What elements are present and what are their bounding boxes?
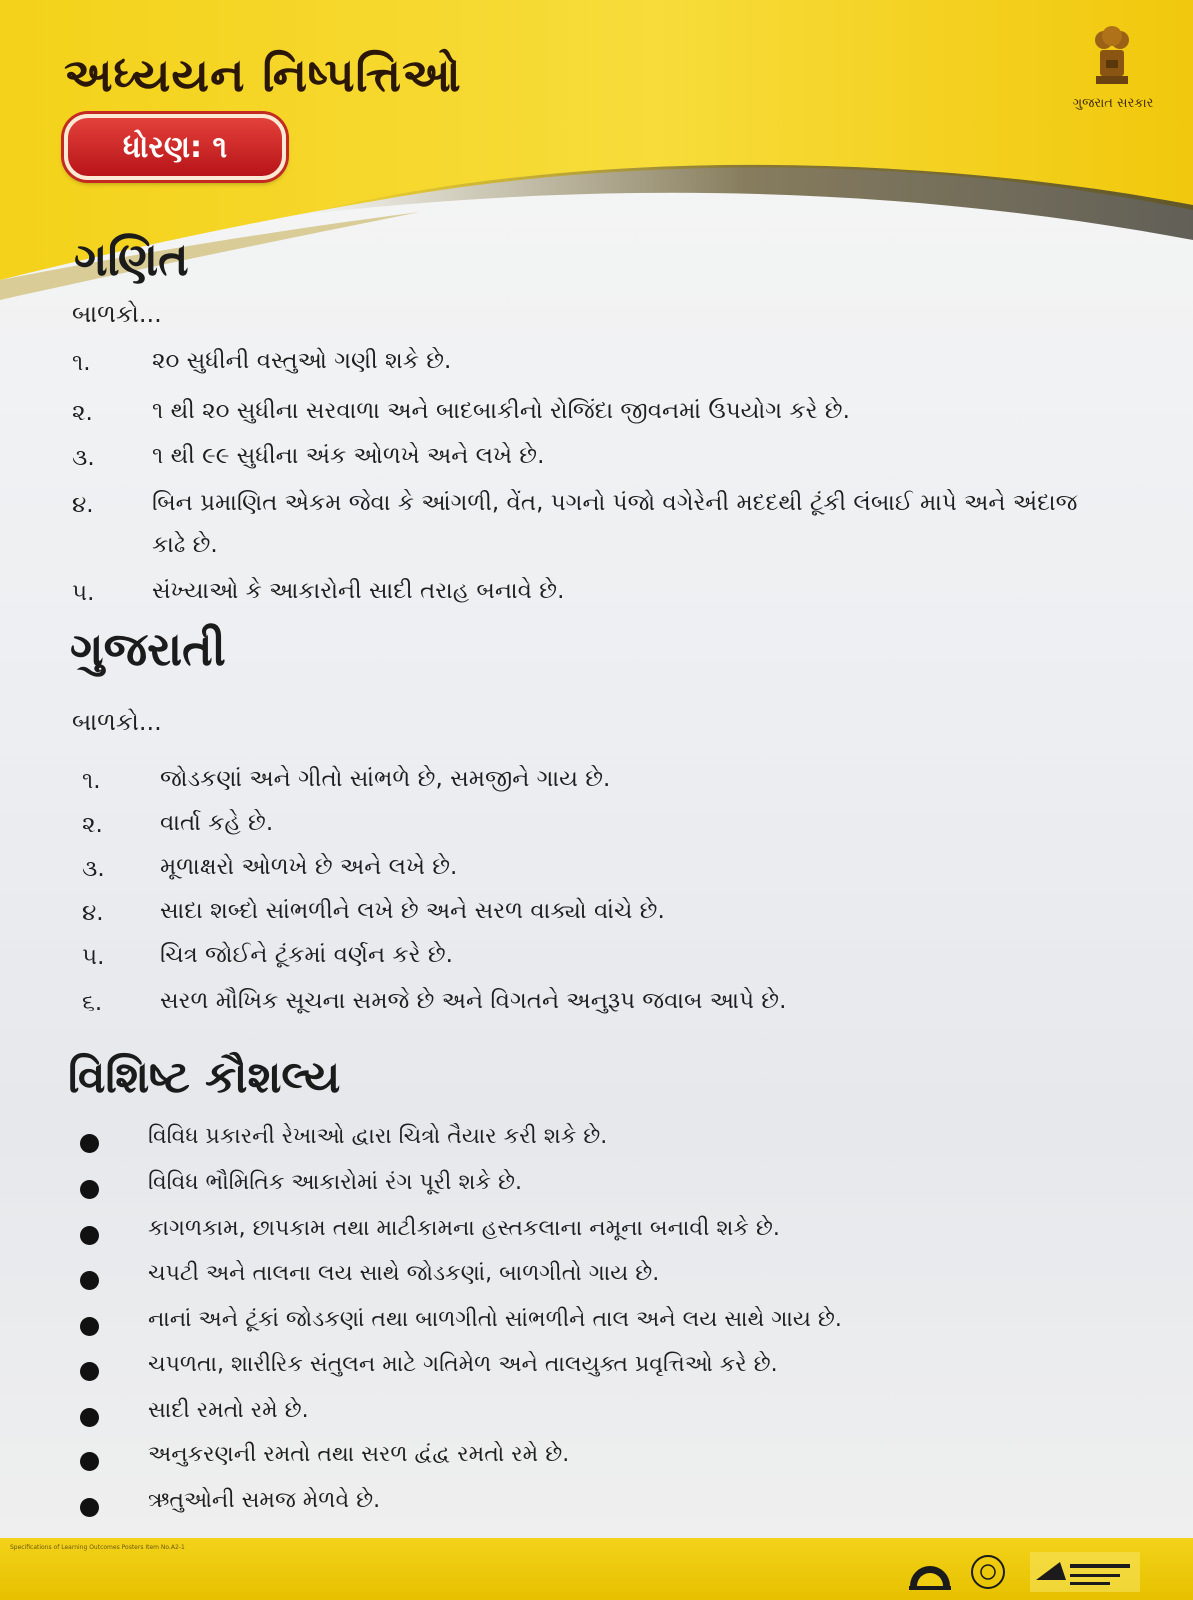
math-item-number: ૧.	[72, 350, 91, 376]
skill-item: ચપળતા, શારીરિક સંતુલન માટે ગતિમેળ અને તાલયુક્ત પ્રવૃત્તિઓ કરે છે.	[148, 1352, 778, 1377]
math-item: સંખ્યાઓ કે આકારોની સાદી તરાહ બનાવે છે.	[152, 578, 565, 604]
gujarati-item-number: ૩.	[82, 856, 105, 882]
skill-item: અનુકરણની રમતો તથા સરળ દ્વંદ્વ રમતો રમે છે.	[148, 1442, 570, 1467]
grade-badge	[64, 114, 286, 180]
math-intro: બાળકો...	[72, 300, 162, 328]
gujarati-item: જોડકણાં અને ગીતો સાંભળે છે, સમજીને ગાય છે.	[160, 766, 611, 792]
skill-item: વિવિધ ભૌમિતિક આકારોમાં રંગ પૂરી શકે છે.	[148, 1170, 522, 1195]
math-item: બિન પ્રમાણિત એકમ જેવા કે આંગળી, વેંત, પગનો પંજો વગેરેની મદદથી ટૂંકી લંબાઈ માપે અને અંદાજ કાઢે છે.	[152, 490, 1078, 558]
bullet-icon	[80, 1180, 99, 1199]
gujarati-item: સાદા શબ્દો સાંભળીને લખે છે અને સરળ વાક્યો વાંચે છે.	[160, 898, 665, 924]
math-item-number: ૩.	[72, 445, 95, 471]
grade-label: ધોરણ: ૧	[122, 129, 228, 165]
gujarati-item-number: ૨.	[82, 812, 103, 838]
math-item: ૧ થી ૨૦ સુધીના સરવાળા અને બાદબાકીનો રોજિંદા જીવનમાં ઉપયોગ કરે છે.	[152, 398, 850, 424]
ashoka-emblem-icon	[1082, 20, 1142, 90]
skill-item: કાગળકામ, છાપકામ તથા માટીકામના હસ્તકલાના નમૂના બનાવી શકે છે.	[148, 1216, 780, 1241]
skills-heading: વિશિષ્ટ કૌશલ્ય	[68, 1052, 341, 1103]
gujarati-intro: બાળકો...	[72, 708, 162, 736]
emblem-caption: ગુજરાત સરકાર	[1072, 96, 1154, 111]
math-item: ૨૦ સુધીની વસ્તુઓ ગણી શકે છે.	[152, 348, 452, 374]
gujarati-item: ચિત્ર જોઈને ટૂંકમાં વર્ણન કરે છે.	[160, 942, 453, 968]
gujarati-item: વાર્તા કહે છે.	[160, 810, 274, 836]
bullet-icon	[80, 1408, 99, 1427]
math-item: ૧ થી ૯૯ સુધીના અંક ઓળખે અને લખે છે.	[152, 443, 545, 469]
education-logo-icon	[968, 1552, 1008, 1592]
gujarati-heading: ગુજરાતી	[70, 622, 226, 676]
institute-logo-icon	[905, 1552, 955, 1592]
bullet-icon	[80, 1134, 99, 1153]
skill-item: વિવિધ પ્રકારની રેખાઓ દ્વારા ચિત્રો તૈયાર કરી શકે છે.	[148, 1124, 608, 1149]
specification-note: Specifications of Learning Outcomes Posters Item No.A2-1	[10, 1544, 185, 1551]
gujarati-item: મૂળાક્ષરો ઓળખે છે અને લખે છે.	[160, 854, 458, 880]
bullet-icon	[80, 1452, 99, 1471]
abhiyan-logo-icon	[1030, 1552, 1140, 1592]
gujarati-item-number: ૫.	[82, 944, 105, 970]
gujarati-item: સરળ મૌખિક સૂચના સમજે છે અને વિગતને અનુરૂપ જવાબ આપે છે.	[160, 988, 787, 1014]
gujarati-item-number: ૬.	[82, 990, 103, 1016]
gujarati-item-number: ૧.	[82, 768, 101, 794]
bullet-icon	[80, 1317, 99, 1336]
skill-item: ચપટી અને તાલના લય સાથે જોડકણાં, બાળગીતો ગાય છે.	[148, 1261, 660, 1286]
math-item-number: ૨.	[72, 400, 93, 426]
bullet-icon	[80, 1226, 99, 1245]
skill-item: ઋતુઓની સમજ મેળવે છે.	[148, 1488, 381, 1513]
math-heading: ગણિત	[74, 232, 189, 286]
skill-item: સાદી રમતો રમે છે.	[148, 1398, 309, 1423]
bullet-icon	[80, 1498, 99, 1517]
poster-title: અધ્યયન નિષ્પત્તિઓ	[64, 48, 462, 102]
math-item-number: ૫.	[72, 580, 95, 606]
math-item-number: ૪.	[72, 492, 94, 518]
skill-item: નાનાં અને ટૂંકાં જોડકણાં તથા બાળગીતો સાંભળીને તાલ અને લય સાથે ગાય છે.	[148, 1307, 842, 1332]
bullet-icon	[80, 1362, 99, 1381]
bullet-icon	[80, 1271, 99, 1290]
gujarati-item-number: ૪.	[82, 900, 104, 926]
